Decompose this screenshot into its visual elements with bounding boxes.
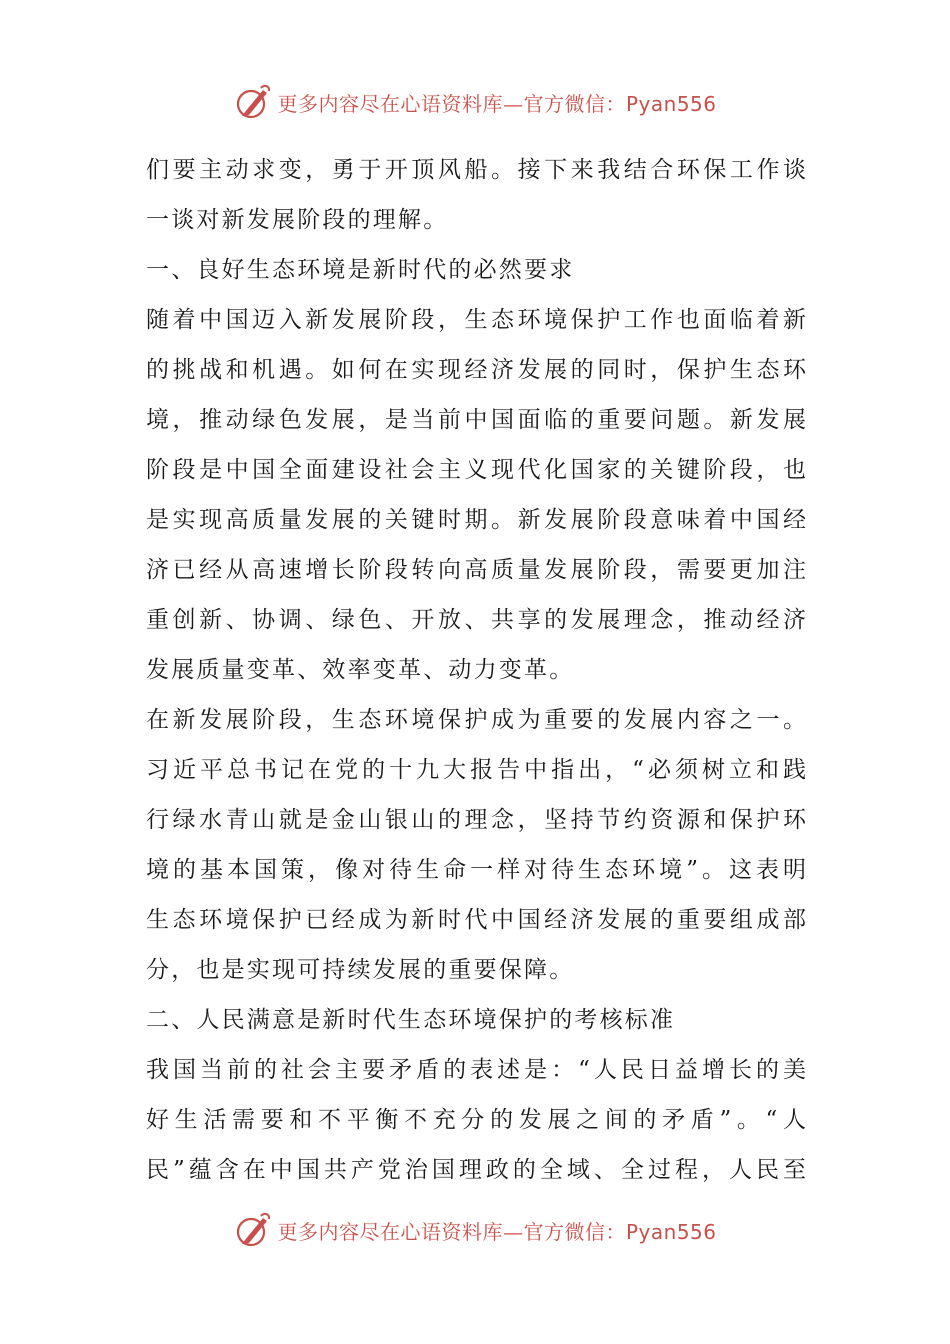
text-line: 民”蕴含在中国共产党治国理政的全域、全过程，人民至 — [146, 1157, 806, 1183]
pen-nib-logo-icon — [233, 82, 273, 122]
text-line: 习近平总书记在党的十九大报告中指出，“必须树立和践 — [146, 757, 806, 783]
footer-banner — [0, 1208, 950, 1252]
text-line: 境的基本国策，像对待生命一样对待生态环境”。这表明 — [146, 857, 806, 883]
text-line: 分，也是实现可持续发展的重要保障。 — [146, 957, 575, 983]
text-line: 行绿水青山就是金山银山的理念，坚持节约资源和保护环 — [146, 807, 806, 833]
text-line: 好生活需要和不平衡不充分的发展之间的矛盾”。“人 — [146, 1107, 806, 1133]
banner-text — [277, 1216, 716, 1245]
header-banner — [0, 80, 950, 124]
text-line: 我国当前的社会主要矛盾的表述是：“人民日益增长的美 — [146, 1057, 806, 1083]
text-line: 重创新、协调、绿色、开放、共享的发展理念，推动经济 — [146, 607, 806, 633]
pen-nib-logo-icon — [233, 1210, 273, 1250]
banner-wechat-handle: Pyan556 — [625, 91, 717, 116]
text-line: 境，推动绿色发展，是当前中国面临的重要问题。新发展 — [146, 407, 806, 433]
text-line: 在新发展阶段，生态环境保护成为重要的发展内容之一。 — [146, 707, 806, 733]
text-line: 济已经从高速增长阶段转向高质量发展阶段，需要更加注 — [146, 557, 806, 583]
text-line: 生态环境保护已经成为新时代中国经济发展的重要组成部 — [146, 907, 806, 933]
text-line: 一、良好生态环境是新时代的必然要求 — [146, 257, 575, 283]
text-line: 二、人民满意是新时代生态环境保护的考核标准 — [146, 1007, 676, 1033]
banner-label: 更多内容尽在心语资料库—官方微信： — [277, 1219, 626, 1244]
text-line: 阶段是中国全面建设社会主义现代化国家的关键阶段，也 — [146, 457, 806, 483]
text-line: 们要主动求变，勇于开顶风船。接下来我结合环保工作谈 — [146, 157, 806, 183]
text-line: 的挑战和机遇。如何在实现经济发展的同时，保护生态环 — [146, 357, 806, 383]
banner-label: 更多内容尽在心语资料库—官方微信： — [277, 91, 626, 116]
text-line: 是实现高质量发展的关键时期。新发展阶段意味着中国经 — [146, 507, 806, 533]
document-body — [146, 145, 806, 1195]
text-line: 一谈对新发展阶段的理解。 — [146, 207, 449, 233]
text-line: 随着中国迈入新发展阶段，生态环境保护工作也面临着新 — [146, 307, 806, 333]
banner-text — [277, 88, 716, 117]
text-line: 发展质量变革、效率变革、动力变革。 — [146, 657, 575, 683]
banner-wechat-handle: Pyan556 — [625, 1219, 717, 1244]
